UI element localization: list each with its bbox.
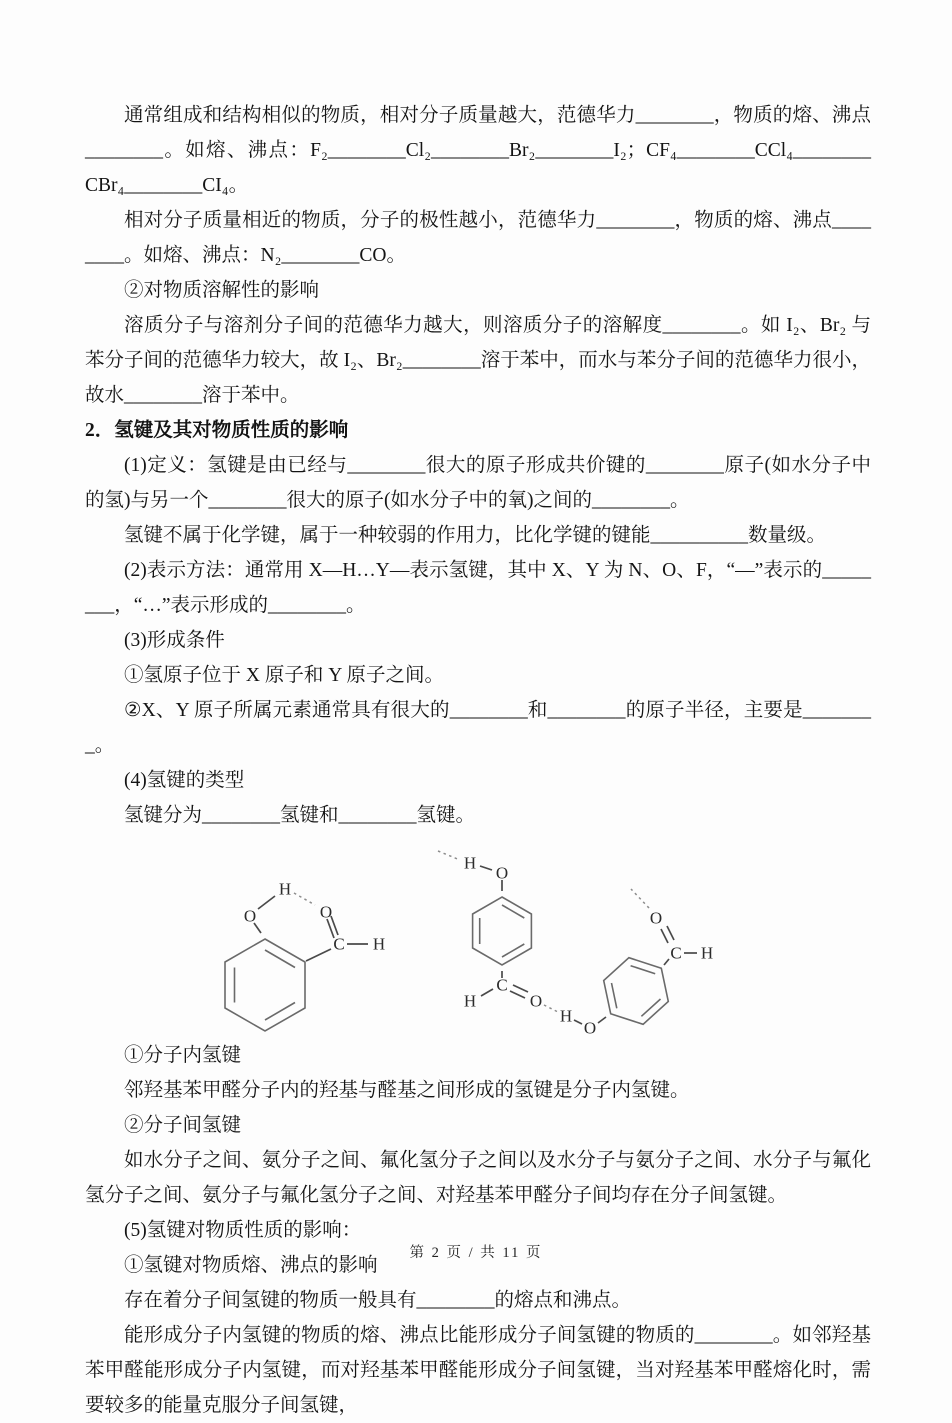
hydroxyl-group [244,880,291,934]
carbon-label: C [496,975,508,995]
carbon-label: C [333,934,345,954]
benzene-ring [604,958,669,1025]
hydrogen-label: H [700,943,714,963]
oxygen-label: O [319,902,333,922]
para-hbond-strength: 氢键不属于化学键，属于一种较弱的作用力，比化学键的键能__________数量级。 [124,525,827,546]
hydrogen-label: H [463,991,477,1011]
hydrogen-label: H [463,853,477,873]
para-intra-vs-inter: 能形成分子内氢键的物质的熔、沸点比能形成分子间氢键的物质的________。如邻羟基苯甲醛能形成分子内氢键，而对羟基苯甲醛能形成分子间氢键，当对羟基苯甲醛熔化时，需要较多的能量克服分子间氢键， [85,1325,871,1416]
intermolecular-hydrogen-bond [544,1005,558,1012]
intramolecular-hbond-structure [193,853,408,1053]
para-intramolecular-desc: 邻羟基苯甲醛分子内的羟基与醛基之间形成的氢键是分子内氢键。 [124,1080,690,1101]
hydrogen-label: H [372,934,386,954]
para-condition-2: ②X、Y 原子所属元素通常具有很大的________和________的原子半径，主要是________。 [85,700,871,756]
benzene-ring [225,939,305,1031]
para-melting-boiling-desc: 存在着分子间氢键的物质一般具有________的熔点和沸点。 [124,1290,632,1311]
aldehyde-group [464,971,542,1011]
aldehyde-group [306,903,385,962]
page-footer: 第 2 页 / 共 11 页 [409,1245,543,1261]
hydrogen-label: H [278,879,292,899]
para-hbond-notation: (2)表示方法：通常用 X—H…Y—表示氢键，其中 X、Y 为 N、O、F，“—”表示的________，“…”表示形成的________。 [85,560,871,616]
hydroxyl-group [560,1007,606,1038]
benzene-ring [473,897,532,965]
intramolecular-hydrogen-bond [294,893,315,905]
section-2-heading: 2．氢键及其对物质性质的影响 [85,420,349,441]
para-hbond-definition: (1)定义：氢键是由已经与________很大的原子形成共价键的________原子(如水分子中的氢)与另一个________很大的原子(如水分子中的氧)之间的________。 [85,455,871,511]
aldehyde-group [650,909,713,966]
para-hbond-types-heading: (4)氢键的类型 [124,770,245,791]
para-formation-conditions-heading: (3)形成条件 [124,630,225,651]
carbon-label: C [670,943,682,963]
para-solubility-effect: 溶质分子与溶剂分子间的范德华力越大，则溶质分子的溶解度________。如 I₂、Br₂ 与苯分子间的范德华力较大，故 I₂、Br₂________溶于苯中，而水与苯分子间的范德华力很小，故水________溶于苯中。 [85,315,871,406]
hydrogen-label: H [559,1006,573,1026]
para-property-effects-heading: (5)氢键对物质性质的影响： [124,1220,362,1241]
oxygen-label: O [495,863,509,883]
para-vdw-polarity-effect: 相对分子质量相近的物质，分子的极性越小，范德华力________，物质的熔、沸点________。如熔、沸点：N₂________CO。 [85,210,871,266]
para-intermolecular-desc: 如水分子之间、氨分子之间、氟化氢分子之间以及水分子与氨分子之间、水分子与氟化氢分子之间、氨分子与氟化氢分子之间、对羟基苯甲醛分子间均存在分子间氢键。 [85,1150,871,1206]
para-intramolecular-heading: ①分子内氢键 [124,1045,242,1066]
para-solubility-heading: ②对物质溶解性的影响 [124,280,320,301]
para-condition-1: ①氢原子位于 X 原子和 Y 原子之间。 [124,665,444,686]
para-melting-boiling-heading: ①氢键对物质熔、沸点的影响 [124,1255,378,1276]
hydrogen-bond-trail [438,851,460,860]
oxygen-label: O [529,991,543,1011]
document-body [85,98,871,1423]
hydrogen-bond-trail [631,889,649,908]
para-vdw-mass-effect: 通常组成和结构相似的物质，相对分子质量越大，范德华力________，物质的熔、沸点________。如熔、沸点：F₂________Cl₂________Br₂________I₂；CF₄________CCl₄________CBr₄________CI₄。 [85,105,871,196]
para-hbond-types: 氢键分为________氢键和________氢键。 [124,805,476,826]
oxygen-label: O [243,906,257,926]
oxygen-label: O [583,1018,597,1038]
para-intermolecular-heading: ②分子间氢键 [124,1115,242,1136]
hydrogen-bond-diagram [193,833,871,1038]
oxygen-label: O [649,908,663,928]
intermolecular-hbond-structure [424,833,764,1038]
hydroxyl-group [464,854,508,892]
